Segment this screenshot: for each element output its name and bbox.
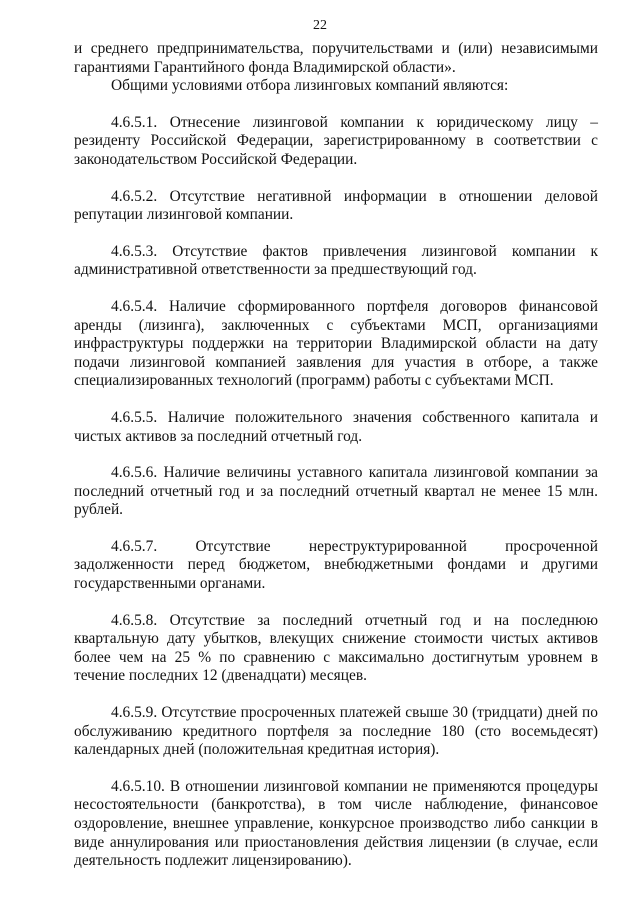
document-body xyxy=(74,40,598,871)
clause-4-6-5-6: 4.6.5.6. Наличие величины уставного капитала лизинговой компании за последний отчетный год и за последний отчетный квартал не менее 15 млн. рублей. xyxy=(74,464,598,519)
clause-4-6-5-10: 4.6.5.10. В отношении лизинговой компании не применяются процедуры несостоятельности (банкротства), в том числе наблюдение, финансовое оздоровление, внешнее управление, конкурсное производство либо санкции в виде аннулирования или приостановления действия лицензии (в случае, если деятельность подлежит лицензированию). xyxy=(74,777,598,870)
clause-4-6-5-7: 4.6.5.7. Отсутствие нереструктурированной просроченной задолженности перед бюджетом, внебюджетными фондами и другими государственными органами. xyxy=(74,537,598,593)
clause-4-6-5-9: 4.6.5.9. Отсутствие просроченных платежей свыше 30 (тридцати) дней по обслуживанию кредитного портфеля за последние 180 (сто восемьдесят) календарных дней (положительная кредитная история). xyxy=(74,704,598,759)
page-number: 22 xyxy=(313,18,327,33)
clause-4-6-5-8: 4.6.5.8. Отсутствие за последний отчетный год и на последнюю квартальную дату убытков, влекущих снижение стоимости чистых активов более чем на 25 % по сравнению с максимально достигнутым уровнем в течение последних 12 (двенадцати) месяцев. xyxy=(74,611,598,685)
paragraph-continuation: и среднего предпринимательства, поручительствами и (или) независимыми гарантиями Гарантийного фонда Владимирской области». xyxy=(74,40,598,76)
clause-4-6-5-2: 4.6.5.2. Отсутствие негативной информации в отношении деловой репутации лизинговой компании. xyxy=(74,187,598,224)
clause-4-6-5-1: 4.6.5.1. Отнесение лизинговой компании к юридическому лицу – резиденту Российской Федерации, зарегистрированному в соответствии с законодательством Российской Федерации. xyxy=(74,113,598,168)
clause-4-6-5-3: 4.6.5.3. Отсутствие фактов привлечения лизинговой компании к административной ответственности за предшествующий год. xyxy=(74,242,598,279)
clause-4-6-5-4: 4.6.5.4. Наличие сформированного портфеля договоров финансовой аренды (лизинга), заключенных с субъектами МСП, организациями инфраструктуры поддержки на территории Владимирской области на дату подачи лизинговой компанией заявления для участия в отборе, а также специализированных технологий (программ) работы с субъектами МСП. xyxy=(74,297,598,390)
clause-4-6-5-5: 4.6.5.5. Наличие положительного значения собственного капитала и чистых активов за последний отчетный год. xyxy=(74,408,598,445)
paragraph-intro: Общими условиями отбора лизинговых компаний являются: xyxy=(111,77,509,95)
